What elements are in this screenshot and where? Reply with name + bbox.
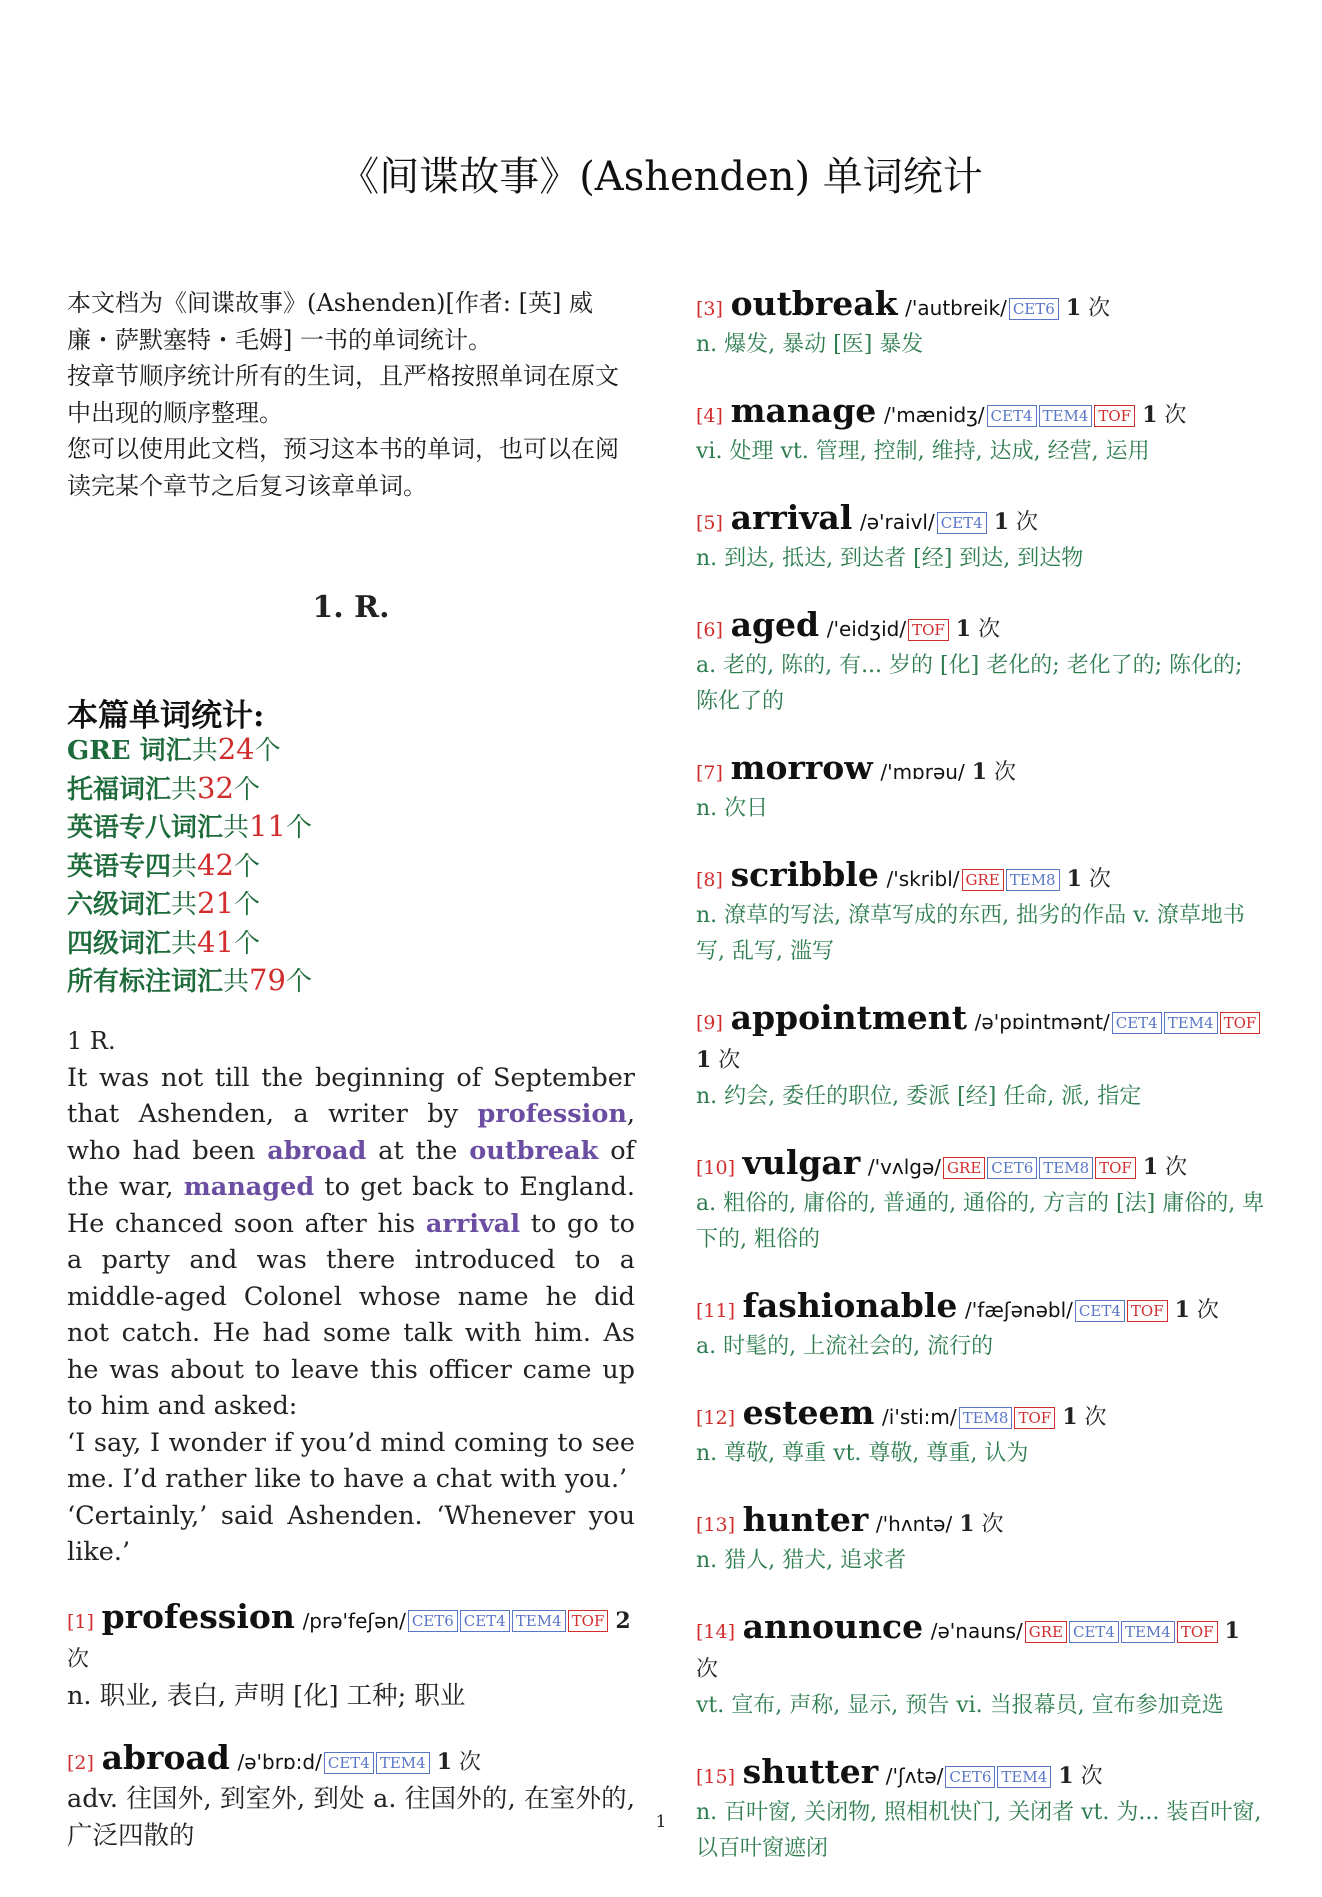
entry-count [952, 1512, 1003, 1537]
exam-tag: TEM4 [997, 1766, 1051, 1788]
exam-tag: GRE [943, 1157, 985, 1179]
entry-index: [2] [67, 1752, 94, 1774]
exam-tag: TEM4 [1039, 405, 1093, 427]
entry-head [696, 1145, 1266, 1186]
stats-suffix: 共 [171, 851, 198, 882]
entry-phonetic: /i'sti:m/ [882, 1405, 957, 1429]
entry-head [67, 1596, 635, 1678]
intro-paragraph: 按章节顺序统计所有的生词，且严格按照单词在原文中出现的顺序整理。 [67, 362, 619, 427]
entry-head [696, 1395, 1266, 1436]
entry-phonetic: /'hʌntə/ [875, 1512, 953, 1536]
entry-index: [14] [696, 1621, 736, 1643]
entry-definition: n. 到达, 抵达, 到达者 [经] 到达, 到达物 [696, 546, 1084, 571]
stats-unit: 个 [233, 890, 260, 920]
entry-count [965, 760, 1016, 785]
entry-phonetic: /'mænidʒ/ [883, 403, 985, 427]
entry-head [696, 1609, 1266, 1688]
stats-suffix: 共 [191, 736, 218, 766]
intro-paragraph: 本文档为《间谍故事》(Ashenden)[作者: [英] 威廉・萨默塞特・毛姆] 一书的单词统计。 [67, 289, 593, 354]
page-title: 《间谍故事》(Ashenden) 单词统计 [339, 154, 983, 200]
stats-count: 32 [197, 770, 234, 805]
entry-count [430, 1750, 481, 1775]
entry-count [987, 510, 1038, 535]
passage-text: of the war, [67, 1135, 635, 1202]
entry-count-number: 1 [1065, 295, 1082, 321]
exam-tag: CET4 [1075, 1300, 1125, 1322]
exam-tag: TOF [1094, 405, 1135, 427]
entry-word: outbreak [730, 284, 898, 323]
entry-count [1136, 1155, 1187, 1180]
stats-item [67, 808, 312, 847]
entry-word: announce [742, 1607, 924, 1646]
entry-count [1051, 1764, 1102, 1789]
intro-text [67, 285, 635, 504]
entry-count [1168, 1298, 1219, 1323]
entry-count [949, 617, 1000, 642]
stats-item [67, 731, 312, 770]
exam-tag: CET6 [987, 1157, 1037, 1179]
passage-line: ‘Certainly,’ said Ashenden. ‘Whenever you like.’ [67, 1500, 635, 1567]
entry-definition: n. 约会, 委任的职位, 委派 [经] 任命, 派, 指定 [696, 1084, 1142, 1109]
word-entry [696, 750, 1266, 827]
highlighted-word: managed [183, 1172, 315, 1202]
entry-definition: vi. 处理 vt. 管理, 控制, 维持, 达成, 经营, 运用 [696, 439, 1150, 464]
entry-phonetic: /'autbreik/ [905, 296, 1007, 320]
entry-count [696, 1048, 740, 1073]
exam-tag: CET6 [945, 1766, 995, 1788]
entry-phonetic: /ə'raivl/ [860, 510, 935, 534]
exam-tag: TEM4 [512, 1610, 566, 1632]
entry-phonetic: /'mɒrəu/ [880, 760, 965, 784]
intro-section [67, 285, 635, 504]
stats-count: 21 [197, 886, 234, 920]
exam-tag: CET4 [1069, 1621, 1119, 1643]
entry-count-number: 1 [1142, 402, 1158, 428]
entry-head [696, 607, 1266, 648]
entry-count-unit: 次 [974, 1512, 1004, 1537]
stats-unit: 个 [285, 813, 312, 843]
passage-text: to go to a party and was there introduced to a middle-aged Colonel whose name he did not catch. He had some talk with him. As he was about to leave this officer came up to him and asked: [67, 1208, 635, 1421]
exam-tag: CET6 [408, 1610, 458, 1632]
word-entry [696, 857, 1266, 970]
exam-tag: TEM8 [1006, 869, 1060, 891]
entry-count-unit: 次 [1157, 403, 1187, 428]
entry-count-unit: 次 [987, 760, 1016, 785]
stats-item [67, 847, 312, 886]
entry-count-number: 1 [1062, 1404, 1078, 1430]
entry-definition: n. 尊敬, 尊重 vt. 尊敬, 尊重, 认为 [696, 1441, 1029, 1466]
stats-label: 英语专八词汇 [67, 813, 224, 843]
stats-label: 英语专四 [67, 851, 172, 882]
entry-count-number: 1 [1224, 1618, 1240, 1644]
entry-head [696, 500, 1266, 541]
entry-phonetic: /'ʃʌtə/ [885, 1764, 944, 1788]
exam-tag: CET4 [324, 1752, 374, 1774]
entry-head [696, 286, 1266, 327]
entry-phonetic: /'eidʒid/ [826, 617, 907, 641]
stats-label: GRE 词汇 [67, 736, 192, 766]
entry-count-unit: 次 [67, 1646, 90, 1672]
exam-tag: CET4 [460, 1610, 510, 1632]
word-entry [696, 1609, 1266, 1724]
stats-suffix: 共 [171, 890, 198, 920]
passage-chapter-label: 1 R. [67, 1027, 116, 1055]
word-entry [67, 1740, 635, 1854]
entry-word: shutter [742, 1752, 879, 1791]
exam-tag: TOF [568, 1610, 609, 1632]
entry-phonetic: /'vʌlgə/ [867, 1155, 942, 1179]
entry-count [1060, 867, 1111, 892]
entry-count-unit: 次 [1081, 296, 1111, 321]
highlighted-word: outbreak [469, 1135, 599, 1166]
exam-tag: TEM8 [1039, 1157, 1093, 1179]
entry-word: arrival [730, 498, 853, 537]
entry-definition: a. 粗俗的, 庸俗的, 普通的, 通俗的, 方言的 [法] 庸俗的, 卑下的, 粗俗的 [696, 1191, 1265, 1252]
word-entry [696, 607, 1266, 720]
exam-tag: CET4 [1112, 1012, 1162, 1034]
entry-count-unit: 次 [1081, 867, 1111, 892]
stats-unit: 个 [285, 967, 312, 997]
exam-tag: CET6 [1009, 298, 1059, 320]
passage-text: It was not till the beginning of September that Ashenden, a writer by [67, 1062, 635, 1129]
entry-index: [8] [696, 869, 723, 891]
entry-phonetic: /prə'feʃən/ [302, 1608, 406, 1633]
passage-line: ‘I say, I wonder if you’d mind coming to see me. I’d rather like to have a chat with you.’ [67, 1427, 635, 1494]
entry-definition: a. 老的, 陈的, 有... 岁的 [化] 老化的; 老化了的; 陈化的; 陈化了的 [696, 653, 1243, 714]
stats-suffix: 共 [171, 774, 198, 805]
entry-head [696, 1502, 1266, 1543]
entry-phonetic: /ə'nauns/ [930, 1619, 1023, 1643]
entry-definition: n. 潦草的写法, 潦草写成的东西, 拙劣的作品 v. 潦草地书写, 乱写, 滥写 [696, 903, 1245, 964]
exam-tag: GRE [1025, 1621, 1067, 1643]
entry-count-number: 1 [959, 1511, 975, 1537]
stats-suffix: 共 [223, 967, 250, 997]
exam-tag: GRE [962, 869, 1004, 891]
entry-definition: a. 时髦的, 上流社会的, 流行的 [696, 1334, 994, 1359]
exam-tag: TOF [1220, 1012, 1261, 1034]
entry-index: [3] [696, 298, 723, 320]
entry-word: profession [101, 1596, 295, 1636]
entry-index: [11] [696, 1300, 736, 1322]
stats-title: 本篇单词统计: [67, 698, 265, 734]
entry-phonetic: /'fæʃənəbl/ [964, 1298, 1073, 1322]
stats-count: 24 [217, 732, 255, 766]
entry-index: [10] [696, 1157, 736, 1179]
entry-index: [13] [696, 1514, 736, 1536]
entry-word: aged [730, 605, 820, 644]
word-entry [696, 1754, 1266, 1867]
word-entry [696, 286, 1266, 363]
exam-tag: TOF [1095, 1157, 1136, 1179]
entry-index: [12] [696, 1407, 736, 1429]
entry-definition: adv. 往国外, 到室外, 到处 a. 往国外的, 在室外的, 广泛四散的 [67, 1784, 635, 1851]
entry-word: hunter [742, 1500, 869, 1539]
entry-count-number: 1 [971, 759, 987, 785]
entry-count-unit: 次 [1189, 1298, 1219, 1323]
stats-label: 六级词汇 [67, 890, 172, 920]
stats-unit: 个 [233, 774, 260, 805]
entry-index: [15] [696, 1766, 736, 1788]
entry-word: fashionable [742, 1286, 958, 1325]
stats-count: 79 [249, 963, 286, 997]
word-entry [696, 1000, 1266, 1115]
entry-count-unit: 次 [971, 617, 1001, 642]
exam-tag: CET4 [937, 512, 987, 534]
entry-count-number: 1 [696, 1047, 712, 1073]
entry-phonetic: /ə'brɒ:d/ [237, 1750, 322, 1774]
passage [67, 1023, 635, 1880]
stats-unit: 个 [254, 736, 281, 766]
chapter-heading: 1. R. [312, 590, 390, 625]
exam-tag: TOF [1014, 1407, 1055, 1429]
entry-head [696, 750, 1266, 791]
exam-tag: TEM8 [959, 1407, 1013, 1429]
stats-unit: 个 [233, 851, 260, 882]
entry-head [696, 857, 1266, 898]
word-entry [696, 1145, 1266, 1258]
page-number: 1 [655, 1812, 667, 1832]
exam-tag: TOF [1127, 1300, 1168, 1322]
entry-count-number: 1 [955, 616, 972, 642]
stats-label: 所有标注词汇 [67, 967, 224, 997]
entry-index: [1] [67, 1610, 94, 1633]
word-entry [67, 1596, 635, 1715]
entry-count-number: 1 [1142, 1154, 1159, 1180]
entry-head [696, 393, 1266, 434]
entry-word: esteem [742, 1393, 875, 1432]
entry-phonetic: /'skribl/ [886, 867, 960, 891]
entry-head [696, 1288, 1266, 1329]
entry-head [696, 1754, 1266, 1795]
entry-word: appointment [730, 998, 968, 1037]
entry-definition: n. 职业, 表白, 声明 [化] 工种; 职业 [67, 1680, 466, 1711]
entry-head [67, 1740, 635, 1781]
stats-count: 42 [197, 847, 234, 882]
stats-label: 四级词汇 [67, 928, 172, 959]
stats-item [67, 962, 312, 1001]
stats-suffix: 共 [223, 813, 250, 843]
entry-definition: vt. 宣布, 声称, 显示, 预告 vi. 当报幕员, 宣布参加竞选 [696, 1693, 1224, 1718]
entry-count-number: 1 [1174, 1297, 1190, 1323]
entry-index: [9] [696, 1012, 723, 1034]
exam-tag: TEM4 [376, 1752, 430, 1774]
entry-word: abroad [101, 1738, 230, 1777]
entry-count-number: 1 [436, 1749, 452, 1775]
entry-count [1135, 403, 1186, 428]
word-entry [696, 500, 1266, 577]
entry-word: morrow [730, 748, 873, 787]
entry-definition: n. 百叶窗, 关闭物, 照相机快门, 关闭者 vt. 为... 装百叶窗, 以百叶窗遮闭 [696, 1800, 1262, 1861]
highlighted-word: arrival [425, 1208, 521, 1239]
stats-unit: 个 [233, 928, 260, 959]
entry-definition: n. 爆发, 暴动 [医] 暴发 [696, 332, 924, 357]
entry-count-number: 1 [1066, 866, 1082, 892]
entry-word: manage [730, 391, 877, 430]
entry-definition: n. 猎人, 猎犬, 追求者 [696, 1548, 907, 1573]
entry-count [1055, 1405, 1106, 1430]
exam-tag: TEM4 [1164, 1012, 1218, 1034]
passage-text: , who had been [67, 1099, 635, 1166]
entry-index: [6] [696, 619, 723, 641]
entry-phonetic: /ə'pɒintmənt/ [974, 1010, 1110, 1034]
passage-body [67, 1060, 635, 1425]
stats-label: 托福词汇 [67, 774, 172, 805]
entry-count-number: 1 [1058, 1763, 1074, 1789]
entry-count-number: 1 [993, 509, 1010, 535]
highlighted-word: abroad [267, 1135, 367, 1166]
stats-list [67, 731, 312, 1001]
entry-index: [5] [696, 512, 723, 534]
entry-count-unit: 次 [696, 1657, 719, 1682]
exam-tag: TOF [908, 619, 949, 641]
exam-tag: TEM4 [1121, 1621, 1175, 1643]
word-entry [696, 1502, 1266, 1579]
entry-head [696, 1000, 1266, 1079]
stats-item [67, 885, 312, 924]
word-entry [696, 393, 1266, 470]
entry-count-number: 2 [615, 1607, 631, 1634]
word-entry [696, 1288, 1266, 1365]
entry-count-unit: 次 [1009, 510, 1039, 535]
entry-count-unit: 次 [1073, 1764, 1103, 1789]
intro-paragraph: 您可以使用此文档，预习这本书的单词，也可以在阅读完某个章节之后复习该章单词。 [67, 435, 619, 500]
entry-word: vulgar [742, 1143, 861, 1182]
highlighted-word: profession [477, 1099, 627, 1129]
entry-count-unit: 次 [1158, 1155, 1188, 1180]
entry-count [1059, 296, 1110, 321]
stats-count: 41 [197, 924, 234, 959]
stats-item [67, 770, 312, 809]
exam-tag: CET4 [987, 405, 1037, 427]
stats-item [67, 924, 312, 963]
exam-tag: TOF [1177, 1621, 1218, 1643]
stats-suffix: 共 [171, 928, 198, 959]
entry-index: [7] [696, 762, 723, 784]
passage-text: to get back to England. He chanced soon after his [67, 1172, 635, 1239]
stats-count: 11 [249, 809, 286, 843]
entry-index: [4] [696, 405, 723, 427]
entry-count-unit: 次 [1077, 1405, 1107, 1430]
entry-definition: n. 次日 [696, 796, 769, 821]
entry-count-unit: 次 [452, 1750, 481, 1775]
word-entry [696, 1395, 1266, 1472]
passage-text: at the [366, 1135, 470, 1166]
entry-count-unit: 次 [711, 1048, 741, 1073]
word-list-right [696, 286, 1266, 1897]
entry-word: scribble [730, 855, 879, 894]
